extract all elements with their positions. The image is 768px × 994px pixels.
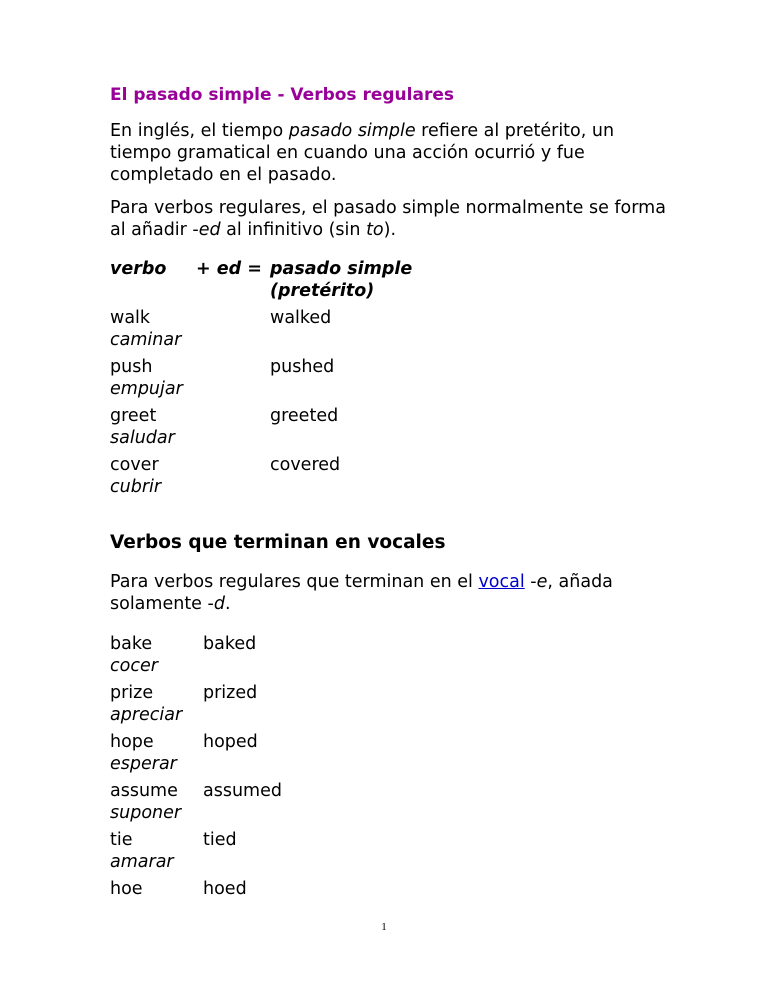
verb-row xyxy=(110,780,670,829)
verb-infinitive: cover xyxy=(110,455,159,475)
verb-infinitive: hope xyxy=(110,732,154,752)
verb-translation: cubrir xyxy=(110,477,162,497)
verb-past-form: walked xyxy=(270,308,332,328)
rule-text-2: al infinitivo (sin xyxy=(220,220,367,240)
verb-row xyxy=(110,356,670,405)
vowel-rule-emphasis-e: e xyxy=(536,572,548,592)
rule-emphasis-ed: ed xyxy=(198,220,221,240)
verb-infinitive: bake xyxy=(110,634,153,654)
verb-infinitive: push xyxy=(110,357,153,377)
header-pasado-simple-line2: (pretérito) xyxy=(270,281,375,301)
verb-row xyxy=(110,682,670,731)
verb-row xyxy=(110,731,670,780)
header-plus-ed: + ed = xyxy=(196,259,262,279)
verb-infinitive: walk xyxy=(110,308,151,328)
verb-translation: empujar xyxy=(110,379,183,399)
verb-past-form: assumed xyxy=(203,781,282,801)
verb-translation: suponer xyxy=(110,803,182,823)
header-pasado-simple-line1: pasado simple xyxy=(270,259,413,279)
verb-past-form: prized xyxy=(203,683,258,703)
verb-past-form: greeted xyxy=(270,406,339,426)
verb-row xyxy=(110,405,670,454)
section-heading-vowels: Verbos que terminan en vocales xyxy=(110,532,446,553)
verb-row xyxy=(110,829,670,878)
intro-text-1: En inglés, el tiempo xyxy=(110,121,289,141)
vowel-rule-text-3: , añada solamente - xyxy=(110,572,613,614)
verb-infinitive: assume xyxy=(110,781,178,801)
verb-past-form: hoped xyxy=(203,732,258,752)
verb-row xyxy=(110,307,670,356)
verb-translation: apreciar xyxy=(110,705,183,725)
vowel-rule-paragraph xyxy=(110,571,670,615)
rule-text-3: ). xyxy=(383,220,397,240)
intro-text-2: refiere al pretérito, un tiempo gramatical en cuando una acción ocurrió y fue completado en el pasado. xyxy=(110,121,615,185)
intro-emphasis: pasado simple xyxy=(288,121,416,141)
verb-infinitive: greet xyxy=(110,406,157,426)
verb-translation: esperar xyxy=(110,754,177,774)
verb-translation: cocer xyxy=(110,656,158,676)
verb-translation: caminar xyxy=(110,330,182,350)
verb-translation: saludar xyxy=(110,428,175,448)
verb-row xyxy=(110,633,670,682)
page-number: 1 xyxy=(381,921,387,933)
verb-row xyxy=(110,878,670,927)
verb-past-form: tied xyxy=(203,830,237,850)
rule-text-1: Para verbos regulares, el pasado simple normalmente se forma al añadir - xyxy=(110,198,666,240)
vowel-rule-emphasis-d: d xyxy=(213,594,225,614)
verb-row xyxy=(110,454,670,503)
vowel-rule-text-4: . xyxy=(224,594,231,614)
vowel-rule-text-1: Para verbos regulares que terminan en el xyxy=(110,572,479,592)
verb-past-form: baked xyxy=(203,634,257,654)
verb-infinitive: hoe xyxy=(110,879,143,899)
verb-past-form: covered xyxy=(270,455,341,475)
verb-translation: amarar xyxy=(110,852,174,872)
header-pasado-simple xyxy=(270,258,412,302)
vowel-verb-table xyxy=(110,633,670,927)
verb-past-form: pushed xyxy=(270,357,335,377)
verb-infinitive: tie xyxy=(110,830,133,850)
intro-paragraph xyxy=(110,120,670,186)
header-verbo: verbo xyxy=(110,259,167,279)
regular-verb-table xyxy=(110,307,670,503)
vocal-link[interactable]: vocal xyxy=(478,572,525,592)
verb-infinitive: prize xyxy=(110,683,154,703)
rule-paragraph xyxy=(110,197,670,241)
rule-emphasis-to: to xyxy=(366,220,384,240)
vowel-rule-text-2: - xyxy=(524,572,537,592)
page-title: El pasado simple - Verbos regulares xyxy=(110,85,454,105)
verb-past-form: hoed xyxy=(203,879,247,899)
